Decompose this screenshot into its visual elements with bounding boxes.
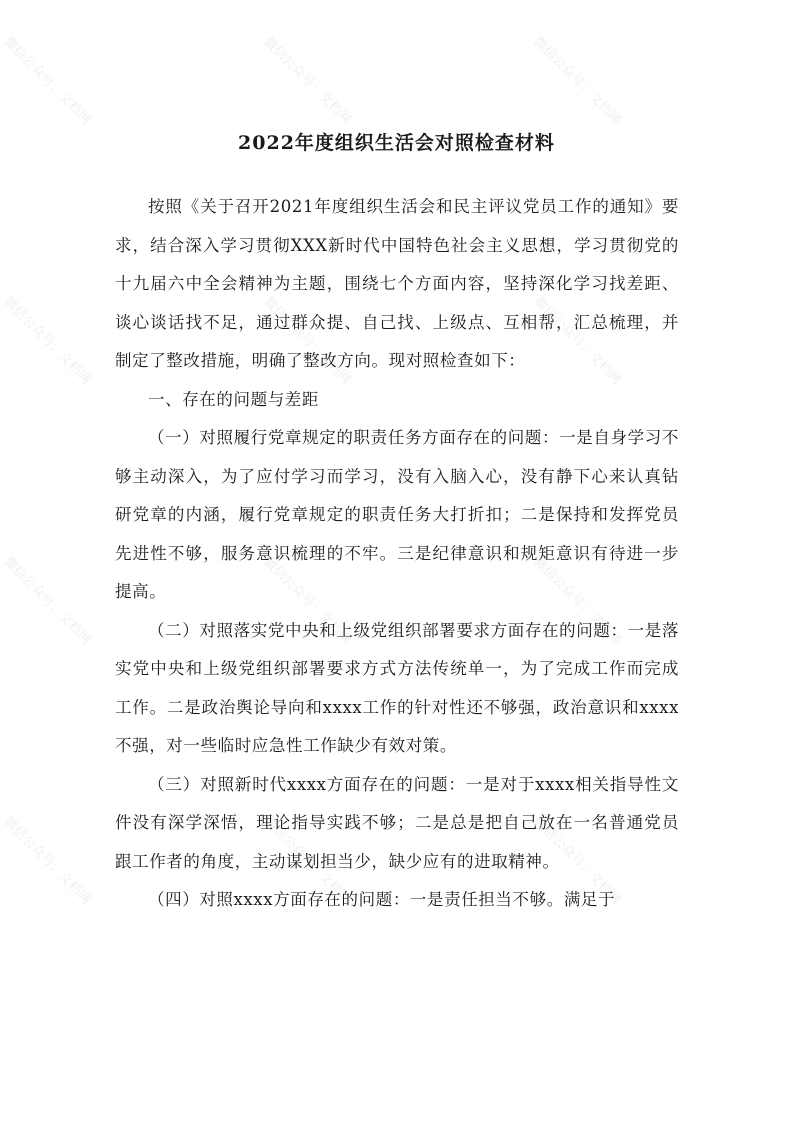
watermark: 微信公众号：文档网 (0, 294, 94, 388)
intro-paragraph: 按照《关于召开2021年度组织生活会和民主评议党员工作的通知》要求，结合深入学习贯彻XXX新时代中国特色社会主义思想，学习贯彻党的十九届六中全会精神为主题，围绕七个方面内容，坚持深化学习找差距、谈心谈话找不足，通过群众提、自己找、上级点、互相帮，汇总梳理，并制定了整改措施，明确了整改方向。现对照检查如下： (115, 197, 679, 370)
paragraph-item-4: （四）对照xxxx方面存在的问题：一是责任担当不够。满足于 (148, 890, 616, 909)
watermark: 微信公众号：文档网 (530, 34, 624, 128)
watermark: 微信公众号：文档网 (530, 554, 624, 648)
paragraph-item-1: （一）对照履行党章规定的职责任务方面存在的问题：一是自身学习不够主动深入，为了应付学习而学习，没有入脑入心，没有静下心来认真钻研党章的内涵，履行党章规定的职责任务大打折扣；二是保持和发挥党员先进性不够，服务意识梳理的不牢。三是纪律意识和规矩意识有待进一步提高。 (115, 428, 679, 601)
watermark: 微信公众号：文档网 (260, 554, 354, 648)
watermark: 微信公众号：文档网 (530, 294, 624, 388)
paragraph-item-3: （三）对照新时代xxxx方面存在的问题：一是对于xxxx相关指导性文件没有深学深悟，理论指导实践不够；二是总是把自己放在一名普通党员跟工作者的角度，主动谋划担当少，缺少应有的进取精神。 (115, 774, 679, 871)
watermark: 微信公众号：文档网 (0, 34, 94, 128)
watermark: 微信公众号：文档网 (260, 814, 354, 908)
paragraph-item-2: （二）对照落实党中央和上级党组织部署要求方面存在的问题：一是落实党中央和上级党组织部署要求方式方法传统单一，为了完成工作而完成工作。二是政治舆论导向和xxxx工作的针对性还不够强，政治意识和xxxx不强，对一些临时应急性工作缺少有效对策。 (115, 620, 679, 755)
document-title: 2022年度组织生活会对照检查材料 (238, 132, 555, 154)
watermark: 微信公众号：文档网 (0, 554, 94, 648)
watermark: 微信公众号：文档网 (0, 814, 94, 908)
watermark: 微信公众号：文档网 (260, 34, 354, 128)
document-body (115, 188, 679, 920)
watermark: 微信公众号：文档网 (260, 294, 354, 388)
watermark: 微信公众号：文档网 (530, 814, 624, 908)
section-heading: 一、存在的问题与差距 (148, 389, 319, 409)
